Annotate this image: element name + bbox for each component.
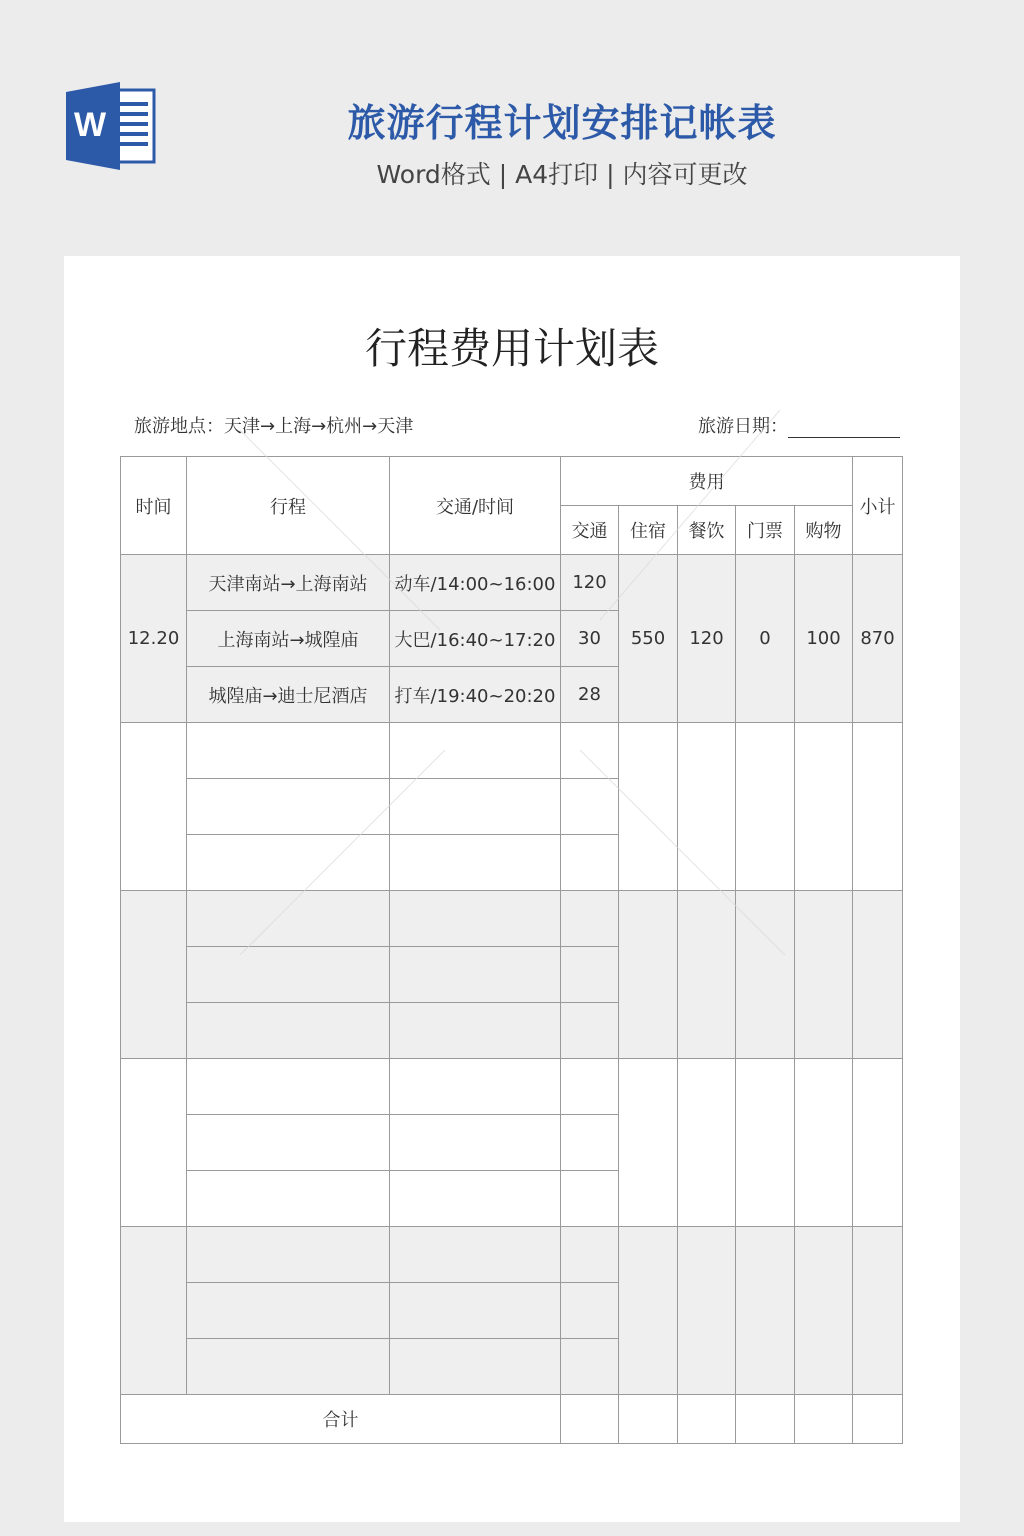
- empty-cell: [853, 1059, 903, 1227]
- empty-cell: [187, 1059, 390, 1115]
- empty-cell: [561, 1003, 619, 1059]
- empty-cell: [390, 1339, 561, 1395]
- empty-cell: [561, 779, 619, 835]
- empty-cell: [561, 835, 619, 891]
- header-itinerary: 行程: [187, 457, 390, 555]
- empty-cell: [390, 1283, 561, 1339]
- date-label: 旅游日期：: [698, 416, 788, 437]
- empty-cell: [561, 1283, 619, 1339]
- date-line: [698, 412, 900, 438]
- empty-cell: [390, 1003, 561, 1059]
- date-blank: [788, 421, 900, 438]
- header-time: 时间: [121, 457, 187, 555]
- empty-cell: [736, 723, 795, 891]
- header-cost-tickets: 门票: [736, 506, 795, 555]
- empty-cell: [795, 1059, 853, 1227]
- empty-cell: [187, 723, 390, 779]
- empty-cell: [561, 891, 619, 947]
- empty-cell: [561, 1227, 619, 1283]
- header-subtotal: 小计: [853, 457, 903, 555]
- route-cell: 城隍庙→迪士尼酒店: [187, 667, 390, 723]
- empty-cell: [187, 1003, 390, 1059]
- empty-cell: [561, 1059, 619, 1115]
- empty-cell: [678, 1395, 736, 1444]
- empty-cell: [795, 1227, 853, 1395]
- destination-label: 旅游地点：: [134, 416, 224, 437]
- empty-cell: [121, 1227, 187, 1395]
- empty-cell: [853, 1395, 903, 1444]
- empty-cell: [187, 1227, 390, 1283]
- destination-line: [134, 412, 413, 438]
- empty-cell: [795, 723, 853, 891]
- empty-cell: [561, 1171, 619, 1227]
- empty-cell: [121, 1059, 187, 1227]
- empty-cell: [678, 723, 736, 891]
- table-row: [121, 1059, 903, 1115]
- empty-cell: [187, 1283, 390, 1339]
- empty-cell: [853, 891, 903, 1059]
- empty-cell: [619, 1395, 678, 1444]
- transport-cell: 打车/19:40~20:20: [390, 667, 561, 723]
- empty-cell: [678, 1227, 736, 1395]
- destination-value: 天津→上海→杭州→天津: [224, 416, 414, 437]
- empty-cell: [736, 891, 795, 1059]
- transport-cell: 大巴/16:40~17:20: [390, 611, 561, 667]
- header-cost-dining: 餐饮: [678, 506, 736, 555]
- empty-cell: [390, 1227, 561, 1283]
- empty-cell: [187, 779, 390, 835]
- itinerary-table: [120, 456, 903, 1444]
- fare-cell: 28: [561, 667, 619, 723]
- table-row: [121, 1227, 903, 1283]
- empty-cell: [678, 891, 736, 1059]
- header-cost-transport: 交通: [561, 506, 619, 555]
- empty-cell: [390, 779, 561, 835]
- dining-cell: 120: [678, 555, 736, 723]
- banner-subtitle: Word格式 | A4打印 | 内容可更改: [376, 160, 748, 189]
- empty-cell: [187, 1115, 390, 1171]
- header-cost: 费用: [561, 457, 853, 506]
- day-date: 12.20: [121, 555, 187, 723]
- empty-cell: [390, 891, 561, 947]
- empty-cell: [561, 1395, 619, 1444]
- lodging-cell: 550: [619, 555, 678, 723]
- route-cell: 天津南站→上海南站: [187, 555, 390, 611]
- empty-cell: [187, 947, 390, 1003]
- empty-cell: [390, 947, 561, 1003]
- empty-cell: [736, 1059, 795, 1227]
- empty-cell: [736, 1227, 795, 1395]
- table-row: [121, 891, 903, 947]
- empty-cell: [678, 1059, 736, 1227]
- header-row-1: [121, 457, 903, 506]
- empty-cell: [619, 1059, 678, 1227]
- empty-cell: [561, 1115, 619, 1171]
- empty-cell: [795, 1395, 853, 1444]
- empty-cell: [561, 947, 619, 1003]
- empty-cell: [390, 1115, 561, 1171]
- header-cost-shopping: 购物: [795, 506, 853, 555]
- empty-cell: [187, 1339, 390, 1395]
- empty-cell: [795, 891, 853, 1059]
- empty-cell: [853, 1227, 903, 1395]
- subtotal-cell: 870: [853, 555, 903, 723]
- tickets-cell: 0: [736, 555, 795, 723]
- shopping-cell: 100: [795, 555, 853, 723]
- empty-cell: [619, 723, 678, 891]
- empty-cell: [390, 835, 561, 891]
- empty-cell: [561, 1339, 619, 1395]
- empty-cell: [187, 835, 390, 891]
- empty-cell: [619, 1227, 678, 1395]
- empty-cell: [390, 723, 561, 779]
- empty-cell: [390, 1059, 561, 1115]
- header-cost-lodging: 住宿: [619, 506, 678, 555]
- empty-cell: [390, 1171, 561, 1227]
- empty-cell: [619, 891, 678, 1059]
- total-label: 合计: [121, 1395, 561, 1444]
- empty-cell: [736, 1395, 795, 1444]
- empty-cell: [187, 1171, 390, 1227]
- document-title: 行程费用计划表: [364, 324, 659, 373]
- empty-cell: [561, 723, 619, 779]
- transport-cell: 动车/14:00~16:00: [390, 555, 561, 611]
- banner-title: 旅游行程计划安排记帐表: [347, 101, 777, 145]
- route-cell: 上海南站→城隍庙: [187, 611, 390, 667]
- fare-cell: 120: [561, 555, 619, 611]
- svg-text:W: W: [73, 106, 107, 144]
- table-row: [121, 555, 903, 611]
- fare-cell: 30: [561, 611, 619, 667]
- table-row: [121, 723, 903, 779]
- empty-cell: [187, 891, 390, 947]
- empty-cell: [853, 723, 903, 891]
- empty-cell: [121, 723, 187, 891]
- total-row: [121, 1395, 903, 1444]
- header-transport-time: 交通/时间: [390, 457, 561, 555]
- empty-cell: [121, 891, 187, 1059]
